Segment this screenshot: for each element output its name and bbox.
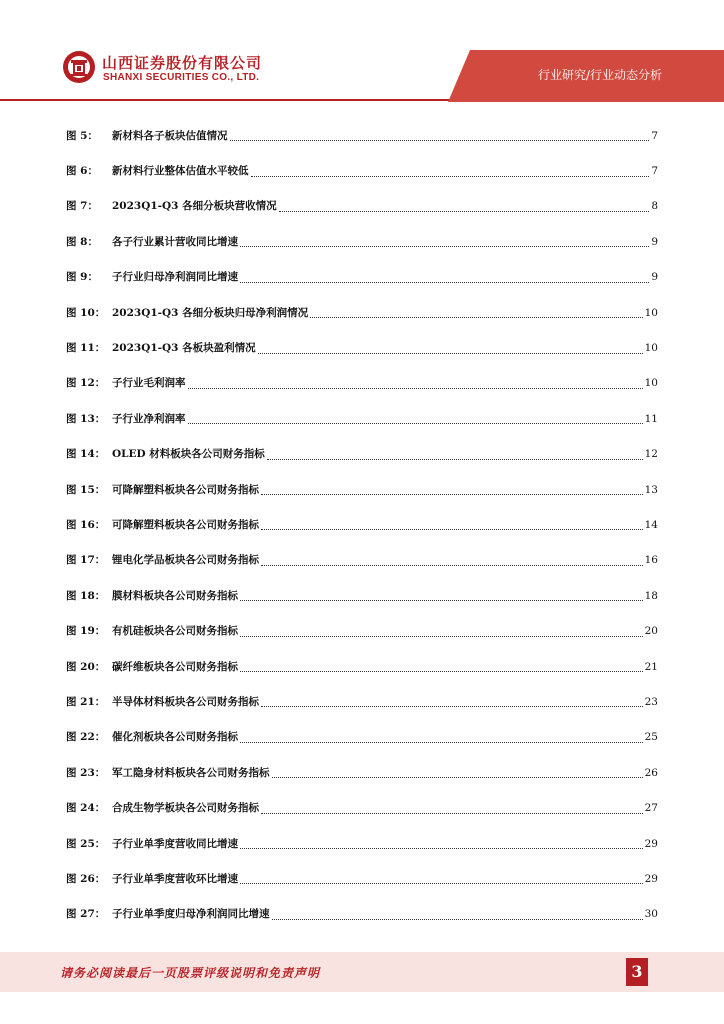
toc-entry[interactable] [66, 189, 658, 224]
toc-dot-leader [261, 529, 643, 530]
toc-page-number: 25 [644, 731, 658, 744]
toc-page-number: 30 [644, 908, 658, 921]
toc-dot-leader [188, 423, 643, 424]
toc-dot-leader [240, 671, 643, 672]
toc-entry[interactable] [66, 507, 658, 542]
toc-figure-title: 膜材料板块各公司财务指标 [112, 589, 238, 602]
toc-page-number: 9 [651, 235, 658, 248]
toc-figure-title: 半导体材料板块各公司财务指标 [112, 695, 259, 708]
toc-dot-leader [267, 459, 643, 460]
page-footer [0, 952, 724, 992]
toc-figure-number: 图 19： [66, 625, 106, 638]
toc-figure-number: 图 5： [66, 129, 98, 142]
toc-dot-leader [261, 494, 643, 495]
toc-page-number: 21 [644, 660, 658, 673]
toc-entry[interactable] [66, 153, 658, 188]
toc-entry[interactable] [66, 118, 658, 153]
toc-figure-title: 2023Q1-Q3 各细分板块营收情况 [112, 200, 277, 213]
toc-entry[interactable] [66, 790, 658, 825]
toc-figure-title: 催化剂板块各公司财务指标 [112, 731, 238, 744]
toc-entry[interactable] [66, 720, 658, 755]
toc-entry[interactable] [66, 472, 658, 507]
toc-figure-title: 可降解塑料板块各公司财务指标 [112, 518, 259, 531]
toc-figure-number: 图 8： [66, 235, 98, 248]
toc-figure-number: 图 13： [66, 412, 106, 425]
disclaimer-notice: 请务必阅读最后一页股票评级说明和免责声明 [60, 966, 321, 980]
toc-figure-title: 新材料行业整体估值水平较低 [112, 165, 249, 178]
toc-figure-title: 2023Q1-Q3 各板块盈利情况 [112, 342, 256, 355]
toc-page-number: 13 [644, 483, 658, 496]
toc-dot-leader [261, 706, 643, 707]
toc-entry[interactable] [66, 295, 658, 330]
toc-figure-title: 子行业净利润率 [112, 412, 186, 425]
figure-table-of-contents [66, 118, 658, 932]
toc-dot-leader [240, 636, 643, 637]
toc-page-number: 26 [644, 766, 658, 779]
toc-dot-leader [240, 742, 643, 743]
toc-page-number: 16 [644, 554, 658, 567]
toc-entry[interactable] [66, 861, 658, 896]
toc-entry[interactable] [66, 613, 658, 648]
toc-figure-title: 碳纤维板块各公司财务指标 [112, 660, 238, 673]
toc-figure-number: 图 18： [66, 589, 106, 602]
toc-figure-title: 各子行业累计营收同比增速 [112, 235, 238, 248]
toc-figure-title: 2023Q1-Q3 各细分板块归母净利润情况 [112, 306, 309, 319]
toc-figure-number: 图 9： [66, 271, 98, 284]
toc-figure-title: 子行业单季度营收环比增速 [112, 872, 238, 885]
toc-entry[interactable] [66, 755, 658, 790]
toc-figure-number: 图 7： [66, 200, 98, 213]
toc-dot-leader [240, 600, 643, 601]
company-name-en: SHANXI SECURITIES CO., LTD. [103, 72, 260, 83]
toc-page-number: 11 [644, 412, 658, 425]
toc-page-number: 23 [644, 695, 658, 708]
toc-entry[interactable] [66, 543, 658, 578]
toc-entry[interactable] [66, 366, 658, 401]
toc-dot-leader [258, 353, 643, 354]
toc-figure-number: 图 22： [66, 731, 106, 744]
toc-figure-title: 子行业归母净利润同比增速 [112, 271, 238, 284]
toc-entry[interactable] [66, 260, 658, 295]
toc-dot-leader [240, 883, 643, 884]
toc-figure-number: 图 10： [66, 306, 106, 319]
toc-figure-title: 子行业单季度归母净利润同比增速 [112, 908, 270, 921]
toc-figure-number: 图 14： [66, 448, 106, 461]
toc-dot-leader [251, 176, 650, 177]
toc-page-number: 27 [644, 802, 658, 815]
toc-page-number: 14 [644, 518, 658, 531]
toc-dot-leader [230, 140, 650, 141]
toc-page-number: 10 [644, 342, 658, 355]
toc-figure-number: 图 15： [66, 483, 106, 496]
toc-figure-number: 图 21： [66, 695, 106, 708]
toc-dot-leader [279, 211, 650, 212]
toc-figure-title: OLED 材料板块各公司财务指标 [112, 448, 265, 461]
toc-entry[interactable] [66, 437, 658, 472]
toc-entry[interactable] [66, 401, 658, 436]
toc-dot-leader [261, 565, 643, 566]
toc-figure-number: 图 24： [66, 802, 106, 815]
toc-entry[interactable] [66, 897, 658, 932]
toc-figure-title: 有机硅板块各公司财务指标 [112, 625, 238, 638]
toc-entry[interactable] [66, 649, 658, 684]
toc-dot-leader [261, 813, 643, 814]
toc-figure-number: 图 11： [66, 342, 106, 355]
toc-figure-number: 图 16： [66, 518, 106, 531]
page-number: 3 [626, 958, 648, 986]
toc-dot-leader [188, 388, 643, 389]
toc-page-number: 29 [644, 837, 658, 850]
toc-page-number: 29 [644, 872, 658, 885]
toc-page-number: 20 [644, 625, 658, 638]
toc-figure-title: 锂电化学品板块各公司财务指标 [112, 554, 259, 567]
toc-page-number: 7 [651, 129, 658, 142]
toc-page-number: 7 [651, 165, 658, 178]
toc-figure-number: 图 20： [66, 660, 106, 673]
toc-entry[interactable] [66, 330, 658, 365]
toc-page-number: 12 [644, 448, 658, 461]
page-header [0, 0, 724, 100]
toc-page-number: 10 [644, 306, 658, 319]
toc-dot-leader [272, 777, 643, 778]
toc-page-number: 10 [644, 377, 658, 390]
toc-page-number: 8 [651, 200, 658, 213]
toc-figure-number: 图 23： [66, 766, 106, 779]
toc-figure-number: 图 25： [66, 837, 106, 850]
toc-entry[interactable] [66, 826, 658, 861]
toc-figure-title: 子行业单季度营收同比增速 [112, 837, 238, 850]
toc-figure-title: 军工隐身材料板块各公司财务指标 [112, 766, 270, 779]
toc-dot-leader [240, 246, 649, 247]
toc-dot-leader [272, 919, 643, 920]
toc-figure-number: 图 17： [66, 554, 106, 567]
report-section-label: 行业研究/行业动态分析 [537, 68, 662, 82]
toc-figure-number: 图 27： [66, 908, 106, 921]
toc-figure-number: 图 6： [66, 165, 98, 178]
toc-figure-title: 合成生物学板块各公司财务指标 [112, 802, 259, 815]
company-name-cn: 山西证券股份有限公司 [102, 54, 263, 72]
toc-entry[interactable] [66, 224, 658, 259]
toc-figure-title: 新材料各子板块估值情况 [112, 129, 228, 142]
toc-dot-leader [240, 848, 643, 849]
toc-figure-number: 图 12： [66, 377, 106, 390]
toc-page-number: 9 [651, 271, 658, 284]
toc-figure-number: 图 26： [66, 872, 106, 885]
toc-page-number: 18 [644, 589, 658, 602]
toc-dot-leader [240, 282, 649, 283]
toc-dot-leader [310, 317, 642, 318]
toc-figure-title: 可降解塑料板块各公司财务指标 [112, 483, 259, 496]
toc-figure-title: 子行业毛利润率 [112, 377, 186, 390]
toc-entry[interactable] [66, 684, 658, 719]
toc-entry[interactable] [66, 578, 658, 613]
